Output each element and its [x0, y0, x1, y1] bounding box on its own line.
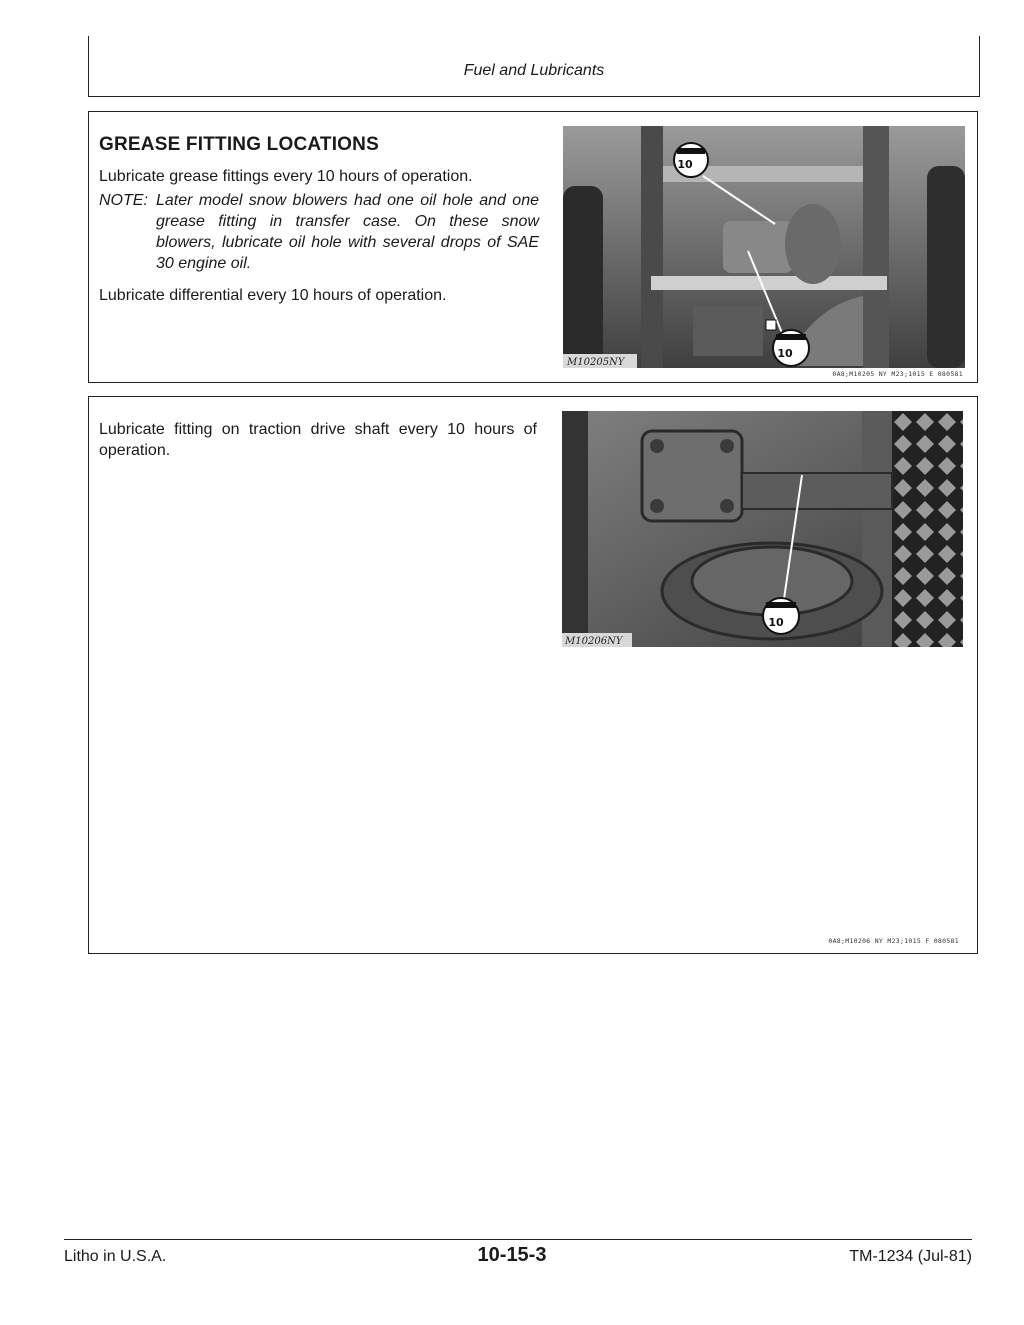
note-label: NOTE: — [99, 192, 148, 209]
footer-manual-id: TM-1234 (Jul-81) — [849, 1248, 972, 1265]
paragraph-differential: Lubricate differential every 10 hours of operation. — [99, 287, 447, 304]
badge-10: 10 — [768, 616, 784, 629]
grease-fitting-section — [88, 111, 978, 383]
page-number: 10-15-3 — [477, 1244, 547, 1266]
header-title: Fuel and Lubricants — [463, 62, 605, 79]
photo-stamp: M10206NY — [565, 636, 623, 647]
footer-litho: Litho in U.S.A. — [64, 1248, 167, 1265]
traction-drive-section — [88, 396, 978, 954]
footer-rule — [64, 1239, 972, 1240]
transfer-case-photo — [563, 126, 965, 368]
badge-10-top: 10 — [677, 158, 693, 171]
page-header — [88, 36, 980, 97]
badge-10-bottom: 10 — [777, 347, 793, 360]
photo-reference-code: 0A8;M10205 NY M23;1015 E 080581 — [832, 370, 963, 378]
traction-drive-photo — [562, 411, 963, 647]
photo-reference-code: 0A8;M10206 NY M23;1015 F 080581 — [828, 937, 959, 945]
paragraph-traction-drive: Lubricate fitting on traction drive shaft every 10 hours of operation. — [99, 421, 537, 459]
section-title: GREASE FITTING LOCATIONS — [99, 134, 379, 155]
photo-stamp: M10205NY — [567, 357, 625, 368]
paragraph-grease-interval: Lubricate grease fittings every 10 hours of operation. — [99, 168, 473, 185]
note-text: Later model snow blowers had one oil hole and one grease fitting in transfer case. On these snow blowers, lubricate oil hole with several drops of SAE 30 engine oil. — [156, 192, 539, 272]
